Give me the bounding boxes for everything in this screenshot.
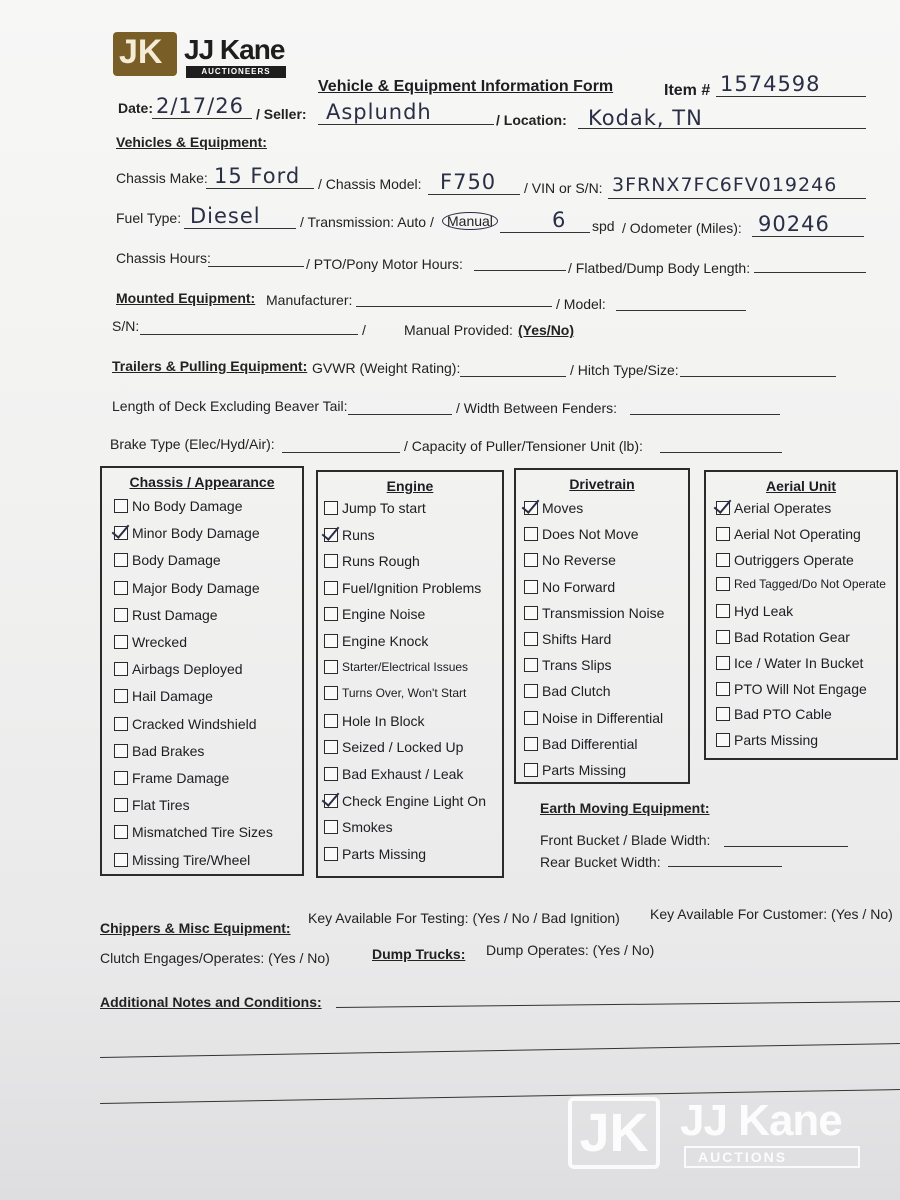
chassis-checkbox-label: Cracked Windshield: [132, 715, 257, 732]
drivetrain-checkbox-label: No Forward: [542, 578, 616, 595]
checkbox-empty-icon[interactable]: [524, 632, 538, 646]
checkbox-empty-icon[interactable]: [114, 662, 128, 676]
trailers-heading: Trailers & Pulling Equipment:: [112, 358, 308, 374]
checkbox-empty-icon[interactable]: [524, 763, 538, 777]
form-title: Vehicle & Equipment Information Form: [318, 78, 614, 95]
chassis-checkbox-item[interactable]: [114, 552, 221, 568]
gvwr-label: GVWR (Weight Rating):: [312, 360, 461, 376]
model-line: [616, 310, 746, 311]
drivetrain-checkbox-label: Parts Missing: [542, 762, 627, 778]
checkbox-checked-icon[interactable]: [524, 501, 538, 515]
engine-checkbox-item[interactable]: [324, 580, 481, 596]
aerial-checkbox-label: Bad PTO Cable: [734, 706, 832, 723]
engine-checkbox-item[interactable]: [324, 633, 428, 649]
chassis-checkbox-item[interactable]: [114, 824, 273, 840]
chassis-checkbox-label: Body Damage: [132, 552, 221, 569]
engine-checkbox-label: Runs: [342, 526, 375, 543]
vehicles-heading: Vehicles & Equipment:: [116, 134, 267, 150]
checkbox-empty-icon[interactable]: [324, 554, 338, 568]
engine-checkbox-label: Turns Over, Won't Start: [342, 686, 467, 701]
sn-separator: /: [362, 322, 366, 338]
checkbox-empty-icon[interactable]: [114, 853, 128, 867]
jj-kane-watermark-name: JJ Kane: [680, 1096, 842, 1145]
drivetrain-checkbox-label: Trans Slips: [542, 657, 612, 674]
aerial-checkbox-label: Ice / Water In Bucket: [734, 654, 864, 671]
chassis-checkbox-item[interactable]: [114, 607, 218, 623]
checkbox-empty-icon[interactable]: [716, 553, 730, 567]
checkbox-empty-icon[interactable]: [114, 608, 128, 622]
aerial-checkbox-item[interactable]: [716, 681, 867, 697]
checkbox-empty-icon[interactable]: [114, 798, 128, 812]
checkbox-checked-icon[interactable]: [716, 501, 730, 515]
checkbox-empty-icon[interactable]: [324, 660, 338, 674]
date-value: 2/17/26: [156, 94, 244, 118]
chassis-checkbox-item[interactable]: [114, 525, 260, 541]
engine-checkbox-label: Fuel/Ignition Problems: [342, 579, 482, 596]
checkbox-empty-icon[interactable]: [114, 744, 128, 758]
transmission-manual-circled: Manual: [442, 212, 498, 230]
brake-type-label: Brake Type (Elec/Hyd/Air):: [110, 436, 275, 452]
hitch-label: / Hitch Type/Size:: [570, 362, 679, 378]
seller-line: [318, 124, 494, 125]
chassis-checkbox-item[interactable]: [114, 797, 190, 813]
checkbox-empty-icon[interactable]: [524, 553, 538, 567]
notes-line-1: [336, 1001, 900, 1008]
chassis-hours-label: Chassis Hours:: [116, 250, 211, 266]
jj-kane-watermark-mark: JK: [568, 1097, 660, 1169]
fenders-line: [630, 414, 780, 415]
engine-checkbox-item[interactable]: [324, 739, 463, 755]
engine-checkbox-label: Smokes: [342, 819, 393, 836]
item-number-line: [716, 96, 866, 97]
location-label: / Location:: [496, 112, 567, 128]
sn-line: [140, 334, 358, 335]
chassis-checkbox-item[interactable]: [114, 634, 187, 650]
chassis-checkbox-label: Flat Tires: [132, 797, 190, 814]
drivetrain-checkbox-item[interactable]: [524, 657, 612, 673]
engine-title: Engine: [386, 478, 434, 494]
fuel-type-value: Diesel: [190, 204, 261, 228]
aerial-checkbox-label: Hyd Leak: [734, 603, 794, 620]
checkbox-empty-icon[interactable]: [114, 771, 128, 785]
checkbox-empty-icon[interactable]: [716, 733, 730, 747]
engine-checkbox-item[interactable]: [324, 553, 420, 569]
chassis-make-line: [206, 188, 314, 189]
drivetrain-checkbox-item[interactable]: [524, 710, 663, 726]
checkbox-empty-icon[interactable]: [114, 717, 128, 731]
location-value: Kodak, TN: [588, 106, 703, 130]
engine-checkbox-label: Check Engine Light On: [342, 792, 486, 809]
drivetrain-checkbox-item[interactable]: [524, 631, 611, 647]
drivetrain-checkbox-item[interactable]: [524, 605, 664, 621]
checkbox-empty-icon[interactable]: [716, 527, 730, 541]
seller-value: Asplundh: [326, 100, 432, 124]
engine-checkbox-label: Bad Exhaust / Leak: [342, 766, 464, 782]
aerial-checkbox-label: Outriggers Operate: [734, 551, 854, 568]
drivetrain-checkbox-item[interactable]: [524, 762, 626, 778]
chassis-checkbox-item[interactable]: [114, 688, 213, 704]
dump-trucks-heading: Dump Trucks:: [372, 946, 466, 962]
capacity-line: [660, 452, 782, 453]
flatbed-line: [754, 272, 866, 273]
chassis-checkbox-item[interactable]: [114, 716, 257, 732]
chassis-checkbox-item[interactable]: [114, 770, 229, 786]
checkbox-checked-icon[interactable]: [114, 526, 128, 540]
deck-length-line: [348, 414, 452, 415]
checkbox-empty-icon[interactable]: [114, 689, 128, 703]
engine-checkbox-item[interactable]: [324, 686, 466, 700]
drivetrain-checkbox-label: Bad Clutch: [542, 683, 611, 700]
drivetrain-checkbox-label: Shifts Hard: [542, 631, 612, 647]
aerial-checkbox-item[interactable]: [716, 526, 861, 542]
chassis-checkbox-item[interactable]: [114, 498, 243, 514]
manufacturer-line: [356, 306, 552, 307]
aerial-checkbox-label: Red Tagged/Do Not Operate: [734, 577, 886, 592]
aerial-checkbox-label: Parts Missing: [734, 732, 819, 749]
chassis-checkbox-item[interactable]: [114, 580, 260, 596]
chassis-appearance-title: Chassis / Appearance: [129, 474, 275, 490]
chassis-hours-line: [208, 266, 304, 267]
drivetrain-checkbox-item[interactable]: [524, 683, 610, 699]
date-label: Date:: [118, 100, 154, 116]
checkbox-empty-icon[interactable]: [324, 820, 338, 834]
checkbox-empty-icon[interactable]: [114, 825, 128, 839]
aerial-checkbox-item[interactable]: [716, 629, 850, 645]
checkbox-empty-icon[interactable]: [324, 740, 338, 754]
checkbox-empty-icon[interactable]: [324, 767, 338, 781]
chassis-model-line: [428, 194, 520, 195]
checkbox-empty-icon[interactable]: [324, 847, 338, 861]
dump-operates-text: Dump Operates: (Yes / No): [486, 942, 655, 958]
date-line: [152, 118, 252, 119]
checkbox-empty-icon[interactable]: [716, 630, 730, 644]
chassis-model-label: / Chassis Model:: [318, 176, 422, 192]
checkbox-empty-icon[interactable]: [114, 499, 128, 513]
notes-line-2: [100, 1043, 900, 1058]
chassis-checkbox-label: Hail Damage: [132, 688, 213, 705]
checkbox-empty-icon[interactable]: [114, 553, 128, 567]
speed-value: 6: [552, 208, 567, 232]
jj-kane-logo-mark: JK: [113, 32, 177, 76]
chassis-checkbox-label: Bad Brakes: [132, 742, 205, 759]
drivetrain-checkbox-label: Bad Differential: [542, 735, 638, 752]
front-bucket-label: Front Bucket / Blade Width:: [540, 832, 711, 848]
chassis-checkbox-label: Frame Damage: [132, 770, 230, 786]
drivetrain-checkbox-item[interactable]: [524, 500, 583, 516]
chassis-checkbox-label: Missing Tire/Wheel: [132, 851, 251, 868]
manufacturer-label: Manufacturer:: [266, 292, 353, 308]
chassis-checkbox-label: Wrecked: [132, 634, 187, 650]
aerial-checkbox-label: Aerial Operates: [734, 500, 832, 516]
engine-checkbox-label: Starter/Electrical Issues: [342, 659, 469, 674]
checkbox-empty-icon[interactable]: [524, 711, 538, 725]
checkbox-checked-icon[interactable]: [324, 528, 338, 542]
mounted-heading: Mounted Equipment:: [116, 290, 256, 306]
sn-label: S/N:: [112, 318, 140, 334]
aerial-checkbox-item[interactable]: [716, 552, 854, 568]
engine-checkbox-item[interactable]: [324, 793, 486, 809]
chippers-heading: Chippers & Misc Equipment:: [100, 920, 291, 936]
drivetrain-title: Drivetrain: [569, 476, 635, 492]
aerial-checkbox-label: Bad Rotation Gear: [734, 629, 850, 645]
fuel-type-line: [184, 228, 296, 229]
chassis-make-label: Chassis Make:: [116, 170, 208, 186]
checkbox-empty-icon[interactable]: [716, 682, 730, 696]
checkbox-empty-icon[interactable]: [716, 707, 730, 721]
aerial-checkbox-item[interactable]: [716, 706, 832, 722]
chassis-checkbox-label: Rust Damage: [132, 606, 218, 623]
engine-checkbox-label: Jump To start: [342, 500, 426, 516]
item-number-value: 1574598: [720, 72, 821, 96]
drivetrain-checkbox-label: Does Not Move: [542, 526, 639, 543]
odometer-label: / Odometer (Miles):: [622, 220, 742, 236]
rear-bucket-line: [668, 866, 782, 867]
location-line: [578, 128, 866, 129]
checkbox-empty-icon[interactable]: [114, 581, 128, 595]
checkbox-empty-icon[interactable]: [716, 656, 730, 670]
chassis-checkbox-label: Major Body Damage: [132, 579, 260, 596]
front-bucket-line: [724, 846, 848, 847]
deck-length-label: Length of Deck Excluding Beaver Tail:: [112, 398, 348, 414]
aerial-checkbox-item[interactable]: [716, 577, 886, 591]
checkbox-empty-icon[interactable]: [716, 604, 730, 618]
drivetrain-checkbox-item[interactable]: [524, 736, 637, 752]
checkbox-empty-icon[interactable]: [324, 501, 338, 515]
engine-checkbox-item[interactable]: [324, 606, 425, 622]
aerial-checkbox-label: Aerial Not Operating: [734, 525, 861, 542]
engine-checkbox-label: Engine Knock: [342, 633, 429, 649]
aerial-checkbox-label: PTO Will Not Engage: [734, 680, 867, 697]
checkbox-empty-icon[interactable]: [324, 686, 338, 700]
engine-checkbox-item[interactable]: [324, 500, 426, 516]
drivetrain-checkbox-label: No Reverse: [542, 552, 616, 569]
flatbed-label: / Flatbed/Dump Body Length:: [568, 260, 751, 276]
checkbox-empty-icon[interactable]: [524, 580, 538, 594]
item-label: Item #: [664, 82, 711, 99]
additional-notes-heading: Additional Notes and Conditions:: [100, 994, 322, 1010]
transmission-label: / Transmission: Auto /: [300, 214, 434, 230]
pto-hours-line: [474, 270, 566, 271]
engine-checkbox-item[interactable]: [324, 819, 393, 835]
engine-checkbox-item[interactable]: [324, 766, 463, 782]
aerial-checkbox-item[interactable]: [716, 732, 818, 748]
engine-checkbox-item[interactable]: [324, 527, 375, 543]
aerial-checkbox-item[interactable]: [716, 655, 863, 671]
engine-checkbox-label: Seized / Locked Up: [342, 739, 464, 756]
fenders-label: / Width Between Fenders:: [456, 400, 618, 416]
jj-kane-logo-sub: AUCTIONEERS: [186, 66, 286, 78]
speed-line: [500, 232, 590, 233]
manual-provided-options: (Yes/No): [518, 322, 575, 338]
fuel-type-label: Fuel Type:: [116, 210, 182, 226]
key-testing-text: Key Available For Testing: (Yes / No / Bad Ignition): [308, 910, 620, 926]
engine-checkbox-item[interactable]: [324, 846, 426, 862]
vin-label: / VIN or S/N:: [524, 180, 603, 196]
checkbox-empty-icon[interactable]: [716, 577, 730, 591]
jj-kane-watermark-sub: AUCTIONS: [684, 1146, 860, 1168]
checkbox-empty-icon[interactable]: [324, 714, 338, 728]
manual-provided-label: Manual Provided:: [404, 322, 513, 338]
drivetrain-checkbox-label: Transmission Noise: [542, 604, 665, 621]
aerial-checkbox-item[interactable]: [716, 603, 793, 619]
vin-value: 3FRNX7FC6FV019246: [612, 174, 838, 196]
drivetrain-checkbox-item[interactable]: [524, 526, 638, 542]
checkbox-empty-icon[interactable]: [524, 527, 538, 541]
earth-moving-heading: Earth Moving Equipment:: [540, 800, 710, 816]
chassis-checkbox-label: No Body Damage: [132, 498, 243, 514]
chassis-checkbox-item[interactable]: [114, 852, 250, 868]
vin-line: [608, 198, 866, 199]
drivetrain-checkbox-item[interactable]: [524, 552, 616, 568]
hitch-line: [680, 376, 836, 377]
capacity-label: / Capacity of Puller/Tensioner Unit (lb):: [404, 438, 643, 454]
chassis-checkbox-label: Minor Body Damage: [132, 525, 260, 542]
engine-checkbox-label: Engine Noise: [342, 606, 426, 623]
checkbox-empty-icon[interactable]: [524, 658, 538, 672]
chassis-checkbox-item[interactable]: [114, 661, 243, 677]
speed-label: spd: [592, 218, 615, 234]
checkbox-checked-icon[interactable]: [324, 794, 338, 808]
rear-bucket-label: Rear Bucket Width:: [540, 854, 661, 870]
checkbox-empty-icon[interactable]: [524, 684, 538, 698]
aerial-unit-title: Aerial Unit: [765, 478, 836, 494]
chassis-checkbox-label: Airbags Deployed: [132, 661, 243, 678]
engine-checkbox-item[interactable]: [324, 713, 424, 729]
engine-checkbox-label: Parts Missing: [342, 845, 427, 862]
drivetrain-checkbox-label: Noise in Differential: [542, 709, 664, 726]
odometer-line: [752, 236, 864, 237]
clutch-text: Clutch Engages/Operates: (Yes / No): [100, 950, 330, 966]
engine-checkbox-label: Hole In Block: [342, 712, 425, 729]
checkbox-empty-icon[interactable]: [324, 581, 338, 595]
drivetrain-checkbox-label: Moves: [542, 500, 584, 516]
checkbox-empty-icon[interactable]: [524, 606, 538, 620]
brake-type-line: [282, 452, 400, 453]
odometer-value: 90246: [758, 212, 830, 236]
chassis-model-value: F750: [440, 170, 497, 194]
model-label: / Model:: [556, 296, 606, 312]
engine-checkbox-item[interactable]: [324, 660, 468, 674]
key-customer-text: Key Available For Customer: (Yes / No): [650, 906, 893, 922]
chassis-checkbox-label: Mismatched Tire Sizes: [132, 824, 273, 841]
gvwr-line: [460, 376, 566, 377]
pto-hours-label: / PTO/Pony Motor Hours:: [306, 256, 463, 272]
seller-label: / Seller:: [256, 106, 307, 122]
engine-checkbox-label: Runs Rough: [342, 553, 420, 570]
checkbox-empty-icon[interactable]: [324, 634, 338, 648]
drivetrain-checkbox-item[interactable]: [524, 579, 615, 595]
checkbox-empty-icon[interactable]: [114, 635, 128, 649]
checkbox-empty-icon[interactable]: [324, 607, 338, 621]
jj-kane-logo-name: JJ Kane: [184, 34, 285, 65]
chassis-checkbox-item[interactable]: [114, 743, 204, 759]
checkbox-empty-icon[interactable]: [524, 737, 538, 751]
chassis-make-value: 15 Ford: [214, 164, 301, 188]
aerial-checkbox-item[interactable]: [716, 500, 831, 516]
